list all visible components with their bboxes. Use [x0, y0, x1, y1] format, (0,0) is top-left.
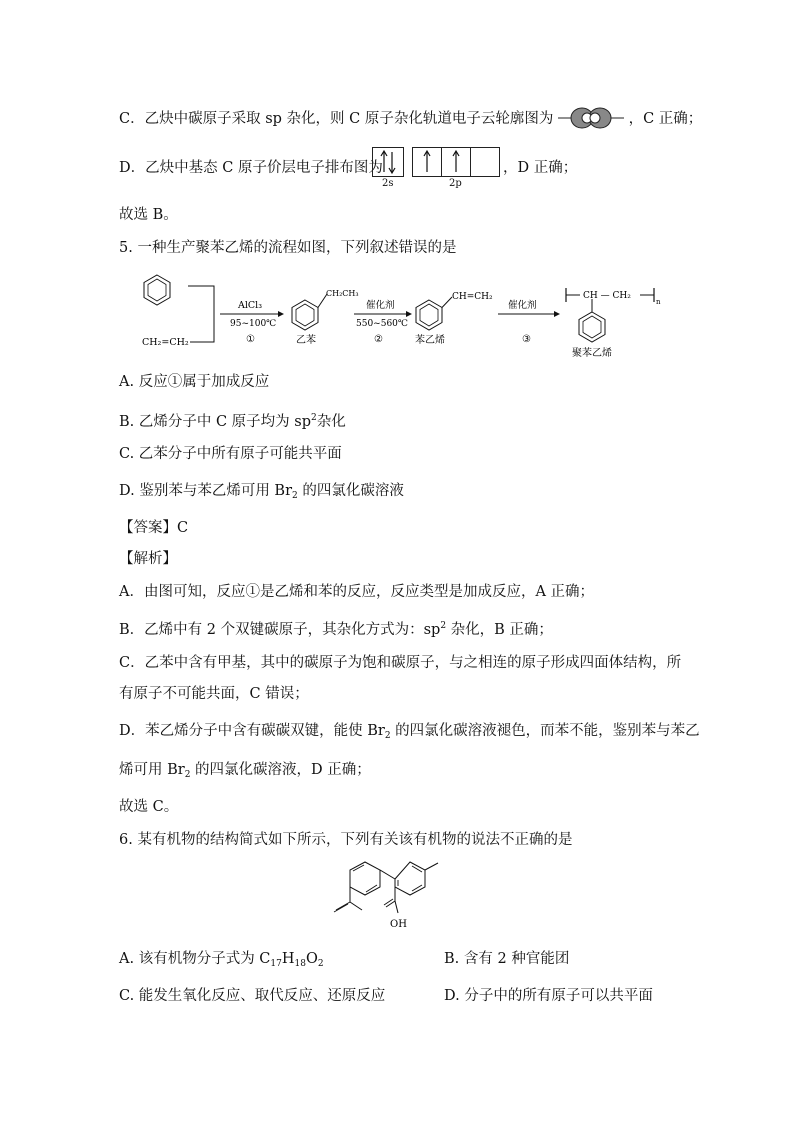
q5-option-B-text: B. 乙烯分子中 C 原子均为 sp [119, 414, 312, 430]
step2-reagent: 催化剂 [366, 300, 395, 311]
q5-explain-D1-post: 的四氯化碳溶液褪色，而苯不能，鉴别苯与苯乙 [390, 723, 700, 739]
q5-option-D-sub: 2 [292, 491, 298, 501]
q6-stem: 6. 某有机物的结构简式如下所示，下列有关该有机物的说法不正确的是 [119, 832, 573, 848]
ethylbenzene-name: 乙苯 [296, 335, 316, 346]
q6-option-D: D. 分子中的所有原子可以共平面 [444, 988, 653, 1004]
step1-number: ① [246, 334, 255, 345]
q5-conclusion: 故选 C。 [119, 799, 179, 815]
ethylbenzene-structure [292, 294, 327, 330]
step2-number: ② [374, 334, 383, 345]
q5-option-D [119, 481, 404, 506]
analysis-D-result: ，D 正确； [503, 160, 578, 176]
polymer-chain: CH — CH₂ [583, 291, 631, 301]
orbital-box-2s [372, 147, 404, 177]
step1-condition: 95~100℃ [230, 319, 277, 329]
sp-orbital-icon [558, 107, 624, 129]
q6-option-C: C. 能发生氧化反应、取代反应、还原反应 [119, 988, 386, 1004]
q5-analysis-title: 【解析】 [119, 551, 177, 567]
polystyrene-name: 聚苯乙烯 [572, 348, 612, 359]
ethylbenzene-group: CH₂CH₃ [326, 289, 359, 298]
orbital-box-2p-3 [470, 147, 500, 177]
step1-reagent: AlCl₃ [238, 300, 263, 311]
q6-option-A-sub2: 18 [294, 959, 306, 969]
oh-label: OH [390, 919, 407, 930]
prev-conclusion: 故选 B。 [119, 207, 178, 223]
q5-option-B [119, 408, 346, 432]
q5-explain-D2 [119, 760, 371, 785]
q5-explain-B-text: B．乙烯中有 2 个双键碳原子，其杂化方式为：sp [119, 622, 441, 638]
q5-explain-D2-text: 烯可用 Br [119, 762, 185, 778]
up-arrow-icon [413, 148, 441, 176]
q6-option-A-text: A. 该有机物分子式为 C [119, 951, 271, 967]
styrene-group: CH=CH₂ [452, 292, 493, 302]
analysis-D-text: D．乙炔中基态 C 原子价层电子排布图为 [119, 160, 383, 176]
step3-reagent: 催化剂 [508, 300, 537, 311]
ethylene-label: CH₂=CH₂ [142, 337, 189, 348]
q5-explain-B-post: 杂化，B 正确； [446, 622, 553, 638]
styrene-name: 苯乙烯 [415, 335, 445, 346]
polymer-n: n [656, 298, 661, 306]
q5-option-C: C. 乙苯分子中所有原子可能共平面 [119, 446, 342, 462]
q5-explain-A: A．由图可知，反应①是乙烯和苯的反应，反应类型是加成反应，A 正确； [119, 584, 595, 600]
analysis-C-text: C．乙炔中碳原子采取 sp 杂化，则 C 原子杂化轨道电子云轮廓图为 [119, 111, 554, 127]
orbital-label-2s: 2s [382, 178, 394, 189]
q6-option-A-o: O [305, 951, 318, 967]
q5-option-D-post: 的四氯化碳溶液 [297, 483, 404, 499]
q5-explain-D2-sub: 2 [184, 770, 191, 780]
q5-explain-C1: C．乙苯中含有甲基，其中的碳原子为饱和碳原子，与之相连的原子形成四面体结构，所 [119, 655, 682, 671]
q5-explain-B [119, 616, 553, 640]
q5-explain-C2: 有原子不可能共面，C 错误； [119, 686, 309, 702]
styrene-structure [416, 297, 452, 330]
q5-explain-D1-text: D．苯乙烯分子中含有碳碳双键，能使 Br [119, 723, 385, 739]
step3-number: ③ [522, 334, 531, 345]
q5-option-A: A. 反应①属于加成反应 [119, 374, 270, 390]
q5-option-B-sup: 2 [311, 413, 317, 423]
step2-condition: 550~560℃ [356, 319, 408, 329]
q6-option-A-sub1: 17 [270, 959, 282, 969]
q5-explain-D1-sub: 2 [384, 731, 391, 741]
benzene-structure [144, 275, 170, 305]
analysis-line-D [119, 158, 383, 178]
q6-option-A [119, 949, 324, 974]
q5-answer: 【答案】C [119, 520, 189, 536]
orbital-box-2p-2 [441, 147, 471, 177]
q5-explain-B-sup: 2 [440, 621, 447, 631]
q5-explain-D1 [119, 721, 700, 746]
q5-option-D-text: D. 鉴别苯与苯乙烯可用 Br [119, 483, 293, 499]
polystyrene-flow-diagram [130, 272, 690, 362]
q6-structure-diagram [330, 857, 480, 937]
up-down-arrow-icon [373, 148, 403, 176]
orbital-label-2p: 2p [449, 178, 462, 189]
q6-option-B: B. 含有 2 种官能团 [444, 951, 570, 967]
q5-explain-D2-post: 的四氯化碳溶液，D 正确； [190, 762, 371, 778]
q5-option-B-post: 杂化 [316, 414, 346, 430]
analysis-line-C [119, 107, 702, 129]
q6-option-A-sub3: 2 [317, 959, 324, 969]
up-arrow-icon [442, 148, 470, 176]
analysis-C-result: ，C 正确； [628, 111, 703, 127]
orbital-box-2p-1 [412, 147, 442, 177]
q5-stem: 5. 一种生产聚苯乙烯的流程如图，下列叙述错误的是 [119, 240, 457, 256]
q6-option-A-h: H [281, 951, 295, 967]
